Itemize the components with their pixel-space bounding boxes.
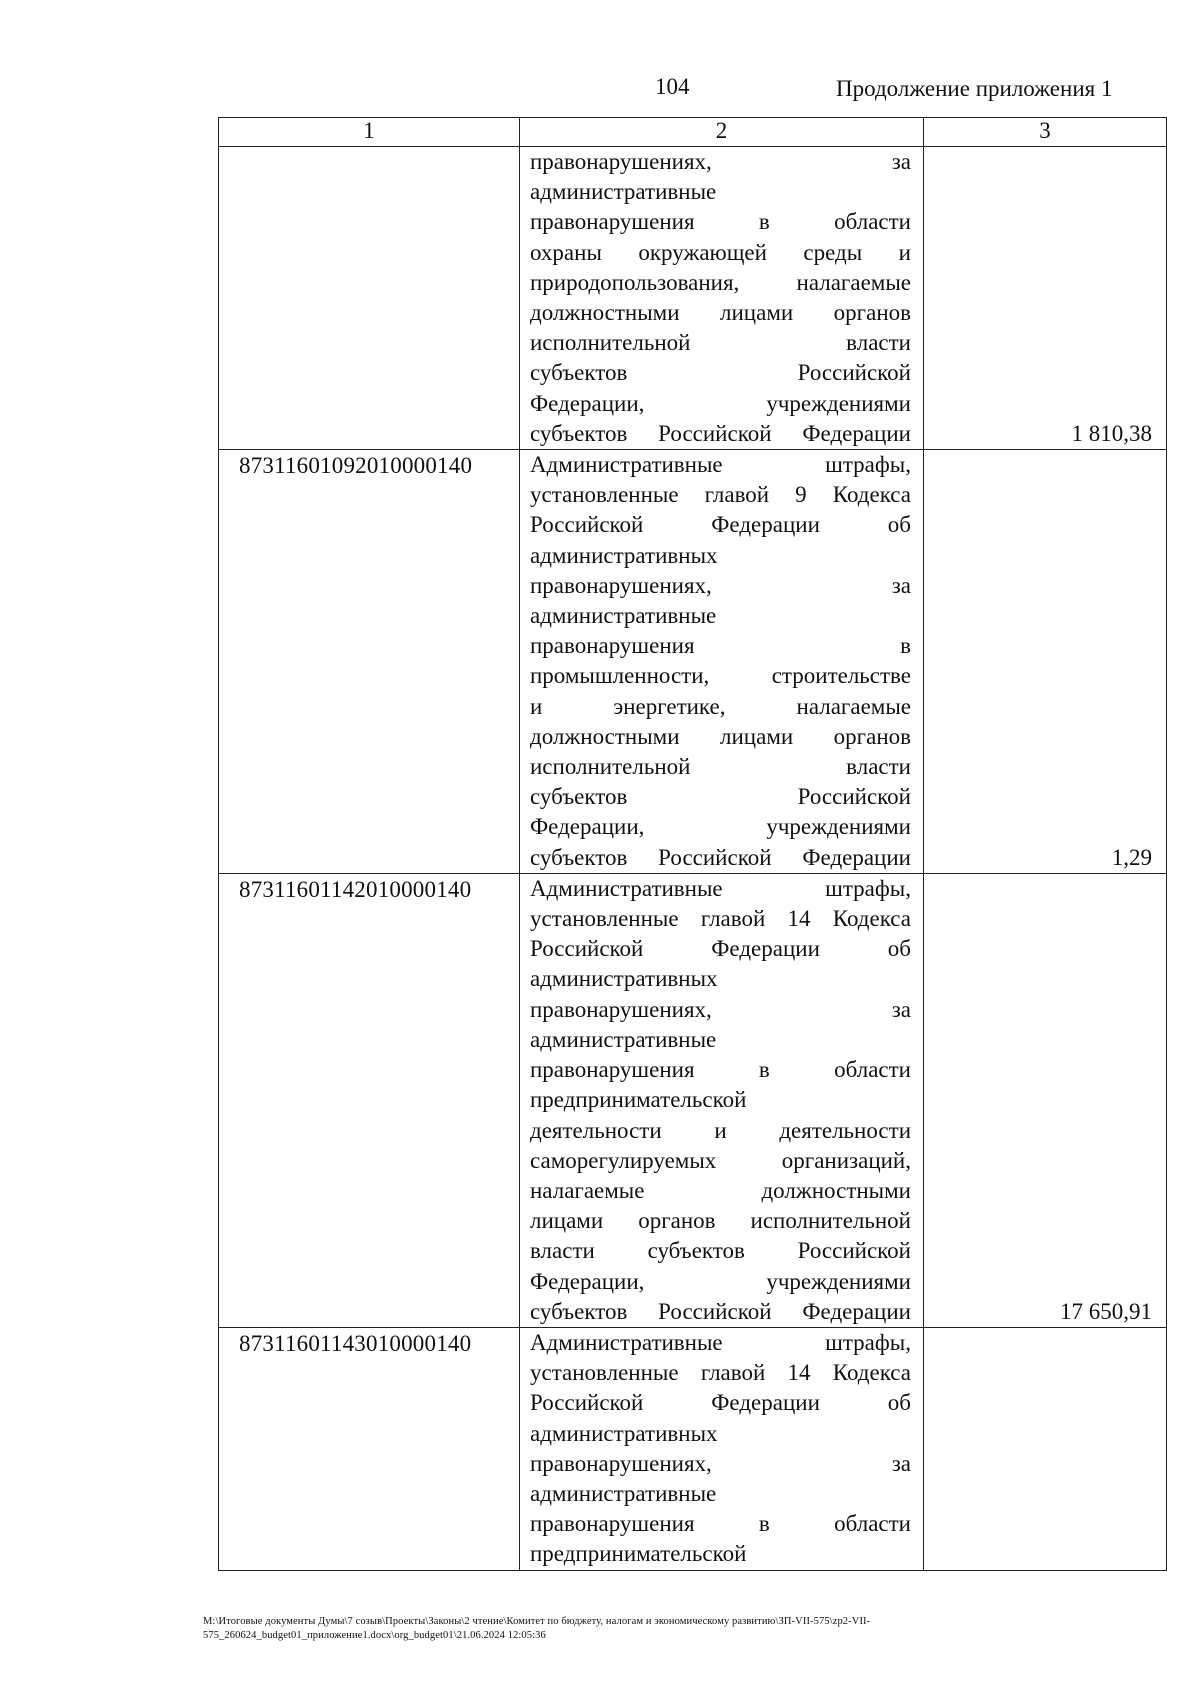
description-line: саморегулируемых организаций, [530,1147,911,1173]
income-code-cell [219,147,520,450]
income-code-cell: 87311601142010000140 [219,873,520,1327]
description-line: установленные главой 9 Кодекса [530,482,911,508]
description-line: правонарушениях, за [530,1450,911,1476]
description-line: налагаемые должностными [530,1177,911,1203]
amount-cell: 1 810,38 [924,147,1167,450]
description-line: исполнительной власти [530,754,911,780]
amount-cell: 17 650,91 [924,873,1167,1327]
description-line: правонарушения в [530,633,911,659]
description-line: Российской Федерации об [530,936,911,962]
table-row [219,147,1167,450]
description-line: административные [530,603,717,629]
description-line: правонарушениях, за [530,996,911,1022]
description-line: Федерации, учреждениями [530,390,911,416]
table-row [219,1327,1167,1570]
description-line: административные [530,1480,717,1506]
description-line: правонарушениях, за [530,572,911,598]
amount-cell [924,1327,1167,1570]
description-line: исполнительной власти [530,330,911,356]
description-line: субъектов Российской Федерации [530,420,911,446]
description-line: и энергетике, налагаемые [530,693,911,719]
description-cell [520,450,924,874]
description-line: природопользования, налагаемые [530,269,911,295]
description-cell [520,1327,924,1570]
description-line: административных [530,542,718,568]
description-line: Российской Федерации об [530,512,911,538]
description-line: субъектов Российской Федерации [530,1298,911,1324]
description-line: правонарушения в области [530,1511,911,1537]
description-line: Федерации, учреждениями [530,814,911,840]
description-line: Российской Федерации об [530,1390,911,1416]
description-line: субъектов Российской Федерации [530,844,911,870]
description-line: установленные главой 14 Кодекса [530,906,911,932]
file-path-line-2: 575_260624_budget01_приложение1.docx\org_budget01\21.06.2024 12:05:36 [203,1630,546,1641]
column-header-3: 3 [924,118,1167,147]
description-line: установленные главой 14 Кодекса [530,1360,911,1386]
description-line: субъектов Российской [530,360,911,386]
description-cell [520,873,924,1327]
income-code-cell: 87311601143010000140 [219,1327,520,1570]
description-line: должностными лицами органов [530,300,911,326]
description-line: субъектов Российской [530,784,911,810]
column-header-2: 2 [520,118,924,147]
file-path-line-1: M:\Итоговые документы Думы\7 созыв\Проекты\Законы\2 чтение\Комитет по бюджету, налогам и экономическому развитию\ЗП-VII-575\zp2-VII- [203,1616,871,1627]
table-row [219,450,1167,874]
column-header-1: 1 [219,118,520,147]
description-line: административные [530,1026,717,1052]
income-code-cell: 87311601092010000140 [219,450,520,874]
description-line: правонарушениях, за [530,149,911,174]
description-line: административных [530,966,718,992]
description-line: Административные штрафы, [530,875,911,901]
description-line: правонарушения в области [530,209,911,235]
description-line: предпринимательской [530,1087,747,1113]
table-header-row [219,118,1167,147]
description-line: лицами органов исполнительной [530,1208,911,1234]
description-line: Административные штрафы, [530,452,911,478]
description-line: предпринимательской [530,1541,747,1567]
description-line: административные [530,179,717,205]
table-row [219,873,1167,1327]
description-line: охраны окружающей среды и [530,239,911,265]
continuation-title: Продолжение приложения 1 [836,76,1113,101]
amount-cell: 1,29 [924,450,1167,874]
page-number: 104 [655,74,690,99]
description-line: правонарушения в области [530,1057,911,1083]
description-line: административных [530,1420,718,1446]
description-line: Федерации, учреждениями [530,1268,911,1294]
table-body [219,147,1167,1571]
description-line: деятельности и деятельности [530,1117,911,1143]
description-line: промышленности, строительстве [530,663,911,689]
budget-table [218,117,1167,1571]
description-cell [520,147,924,450]
description-line: Административные штрафы, [530,1329,911,1355]
description-line: власти субъектов Российской [530,1238,911,1264]
description-line: должностными лицами органов [530,723,911,749]
file-path-footer [203,1615,1163,1643]
